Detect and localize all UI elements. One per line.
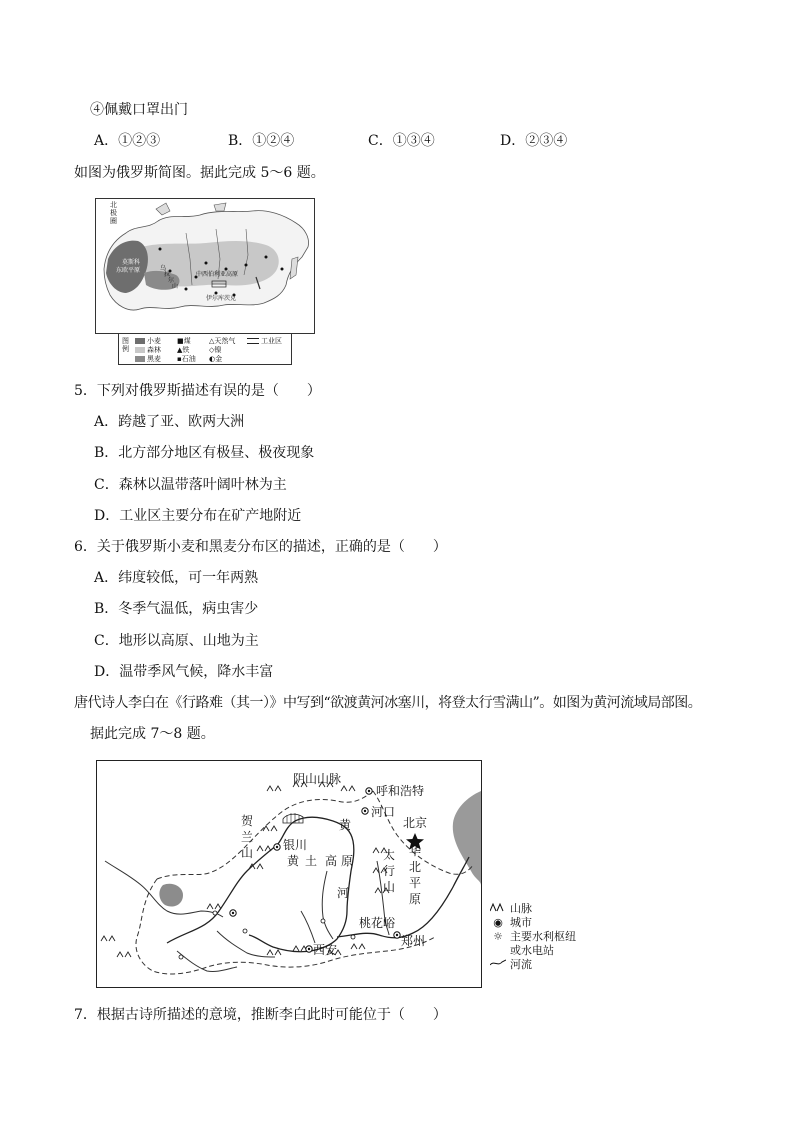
- legend-river: [490, 958, 576, 972]
- beijing-label: 北京: [403, 816, 428, 830]
- central-siberian-plateau-label: 中西伯利亚高原: [196, 271, 239, 278]
- legend-mountain-label: 山脉: [510, 902, 532, 915]
- legend-wheat-label: 小麦: [147, 337, 161, 345]
- legend-industry-label: 工业区: [261, 337, 282, 345]
- arctic-circle-label-circle: 圈: [110, 217, 117, 225]
- east-europe-plain-label: 东欧平原: [116, 267, 141, 274]
- hekou-label: 河口: [371, 805, 396, 819]
- city-icon: ◉: [493, 916, 503, 929]
- helan-mountains-label: 贺兰山: [241, 814, 254, 860]
- arctic-circle-label-north: 北: [110, 201, 117, 209]
- yinshan-mountains-label: 阴山山脉: [293, 772, 342, 786]
- legend-coal-label: 煤: [183, 337, 191, 345]
- prev-option-a: A．①②③: [94, 133, 161, 149]
- legend-iron: ▲铁: [177, 346, 190, 354]
- legend-forest-label: 森林: [147, 346, 161, 354]
- legend-industry: [247, 336, 282, 346]
- legend-rye-label: 黑麦: [147, 355, 161, 363]
- forest-swatch: [135, 347, 145, 353]
- moscow-label: 莫斯科: [122, 259, 141, 266]
- legend-hydro-cont: [490, 944, 576, 958]
- xian-label: 西安: [313, 943, 338, 957]
- legend-nickel: ◇镍: [209, 346, 222, 354]
- prev-option-b: B．①②④: [228, 133, 295, 149]
- prev-item-4: ④佩戴口罩出门: [90, 102, 188, 118]
- wheat-swatch: [135, 338, 145, 344]
- legend-gold-label: 金: [215, 355, 223, 363]
- hohhot-label: 呼和浩特: [376, 784, 425, 798]
- yellow-river-label-1: 黄: [339, 818, 352, 832]
- legend-title: 图例: [122, 337, 129, 353]
- legend-gold: ◐金: [209, 355, 223, 363]
- intro-yellow-river-line1: 唐代诗人李白在《行路难（其一）》中写到“欲渡黄河冰塞川，将登太行雪满山”。如图为黄河流域局部图。: [74, 695, 702, 711]
- taohuayu-label: 桃花峪: [359, 916, 396, 930]
- legend-hydro-label-1: 主要水利枢纽: [510, 930, 576, 943]
- yellow-river-map: [96, 760, 482, 988]
- q6-option-d: D．温带季风气候，降水丰富: [94, 664, 274, 680]
- river-icon: [490, 958, 506, 972]
- north-china-plain-label: 华北平原: [409, 844, 422, 906]
- russia-map-legend: [118, 333, 292, 365]
- q6-option-c: C．地形以高原、山地为主: [94, 633, 259, 649]
- arctic-circle-label-pole: 极: [110, 209, 117, 217]
- legend-mountain: [490, 902, 576, 916]
- q5-option-d: D．工业区主要分布在矿产地附近: [94, 508, 302, 524]
- ural-label-4: 山: [172, 283, 179, 290]
- legend-gas: △天然气: [209, 337, 236, 345]
- industry-swatch: [247, 338, 259, 344]
- yellow-river-legend: [490, 902, 576, 972]
- legend-rye: [135, 354, 161, 364]
- yinchuan-label: 银川: [283, 838, 308, 852]
- legend-city: [490, 916, 576, 930]
- q6-option-a: A．纬度较低，可一年两熟: [94, 570, 259, 586]
- mountain-icon: [490, 902, 506, 916]
- loess-label-2: 土: [305, 854, 318, 868]
- hydro-station-icon: ☼: [493, 930, 503, 943]
- ural-label-1: 乌: [160, 265, 167, 272]
- legend-city-label: 城市: [510, 916, 532, 929]
- irkutsk-label: 伊尔库茨克: [206, 295, 237, 302]
- legend-hydro-label-2: 或水电站: [510, 944, 554, 957]
- ural-label-2: 拉: [164, 271, 171, 278]
- loess-label-4: 原: [341, 854, 354, 868]
- legend-coal: ■煤: [177, 337, 191, 345]
- prev-option-d: D．②③④: [500, 133, 568, 149]
- ural-label-3: 尔: [168, 277, 175, 284]
- intro-yellow-river-line2: 据此完成 7～8 题。: [90, 726, 215, 742]
- russia-map-drawing: [96, 199, 314, 333]
- prev-option-c: C．①③④: [368, 133, 435, 149]
- legend-hydro: [490, 930, 576, 944]
- legend-nickel-label: 镍: [214, 346, 222, 354]
- russia-map: [95, 198, 315, 334]
- legend-gas-label: 天然气: [214, 337, 236, 345]
- q6-option-b: B．冬季气温低，病虫害少: [94, 601, 259, 617]
- q5-option-a: A．跨越了亚、欧两大洲: [94, 414, 245, 430]
- legend-oil: ▪石油: [177, 355, 196, 363]
- q5-stem: 5．下列对俄罗斯描述有误的是（ ）: [74, 383, 321, 399]
- intro-russia: 如图为俄罗斯简图。据此完成 5～6 题。: [74, 165, 325, 181]
- taihang-mountains-label: 太行山: [383, 848, 396, 894]
- rye-swatch: [135, 356, 145, 362]
- q5-option-c: C．森林以温带落叶阔叶林为主: [94, 477, 287, 493]
- legend-oil-label: 石油: [181, 355, 196, 363]
- legend-river-label: 河流: [510, 958, 532, 971]
- yellow-river-label-2: 河: [337, 886, 350, 900]
- q5-option-b: B．北方部分地区有极昼、极夜现象: [94, 445, 315, 461]
- q7-stem: 7．根据古诗所描述的意境，推断李白此时可能位于（ ）: [74, 1007, 447, 1023]
- loess-label-3: 高: [325, 854, 338, 868]
- loess-label-1: 黄: [287, 854, 300, 868]
- legend-iron-label: 铁: [182, 346, 190, 354]
- q6-stem: 6．关于俄罗斯小麦和黑麦分布区的描述，正确的是（ ）: [74, 539, 447, 555]
- zhengzhou-label: 郑州: [401, 934, 426, 948]
